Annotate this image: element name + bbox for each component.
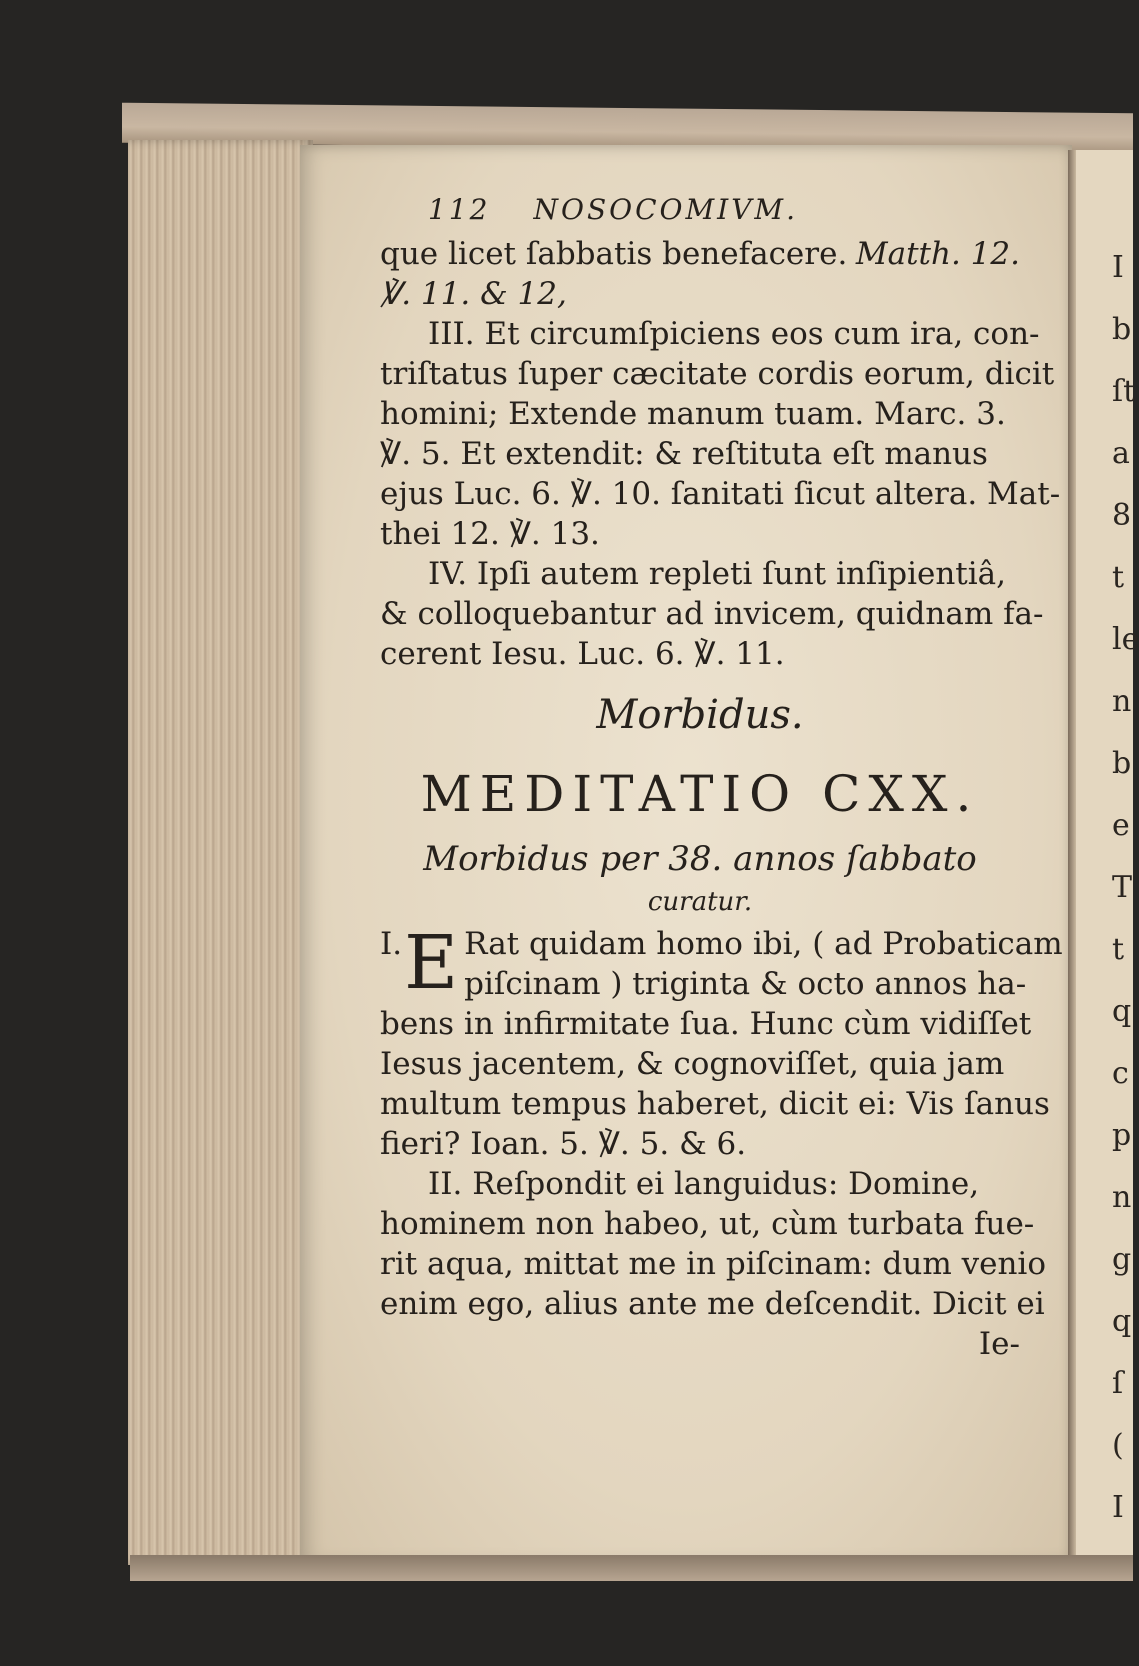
facing-page-fragment: I <box>1112 1490 1124 1525</box>
facing-page-fragment: a <box>1112 436 1130 471</box>
facing-page-fragment: ſt <box>1112 374 1136 409</box>
facing-page-fragment: 8 <box>1112 498 1132 533</box>
text-line: ℣. 5. Et extendit: & reſtituta eſt manus <box>380 436 988 472</box>
text-line: IV. Ipſi autem repleti ſunt inſipientiâ, <box>428 556 1007 592</box>
text-line: bens in infirmitate ſua. Hunc cùm vidiſſet <box>380 1006 1032 1042</box>
text-line: hominem non habeo, ut, cùm turbata fue- <box>380 1206 1035 1242</box>
text-line: rit aqua, mittat me in piſcinam: dum venio <box>380 1246 1046 1282</box>
numeral: I. <box>380 926 403 962</box>
text-line: cerent Iesu. Luc. 6. ℣. 11. <box>380 636 785 672</box>
section-ornament: Morbidus. <box>596 692 804 738</box>
facing-page-fragment: q <box>1112 1304 1132 1339</box>
line-text: que licet ſabbatis benefacere. <box>380 236 848 272</box>
paragraph-iii <box>380 314 1061 554</box>
book-gutter <box>1068 150 1076 1560</box>
facing-page-fragment: g <box>1112 1242 1132 1277</box>
line-text: piſcinam ) triginta & octo annos ha- <box>464 966 1027 1002</box>
text-line: homini; Extende manum tuam. Marc. 3. <box>380 396 1006 432</box>
running-title: NOSOCOMIVM. <box>533 193 798 226</box>
facing-page-fragment: c <box>1112 1056 1129 1091</box>
text-line: enim ego, alius ante me deſcendit. Dicit ei <box>380 1286 1045 1322</box>
facing-page-fragment: p <box>1112 1118 1132 1153</box>
text-line: fieri? Ioan. 5. ℣. 5. & 6. <box>380 1126 747 1162</box>
text-line: & colloquebantur ad invicem, quidnam fa- <box>380 596 1044 632</box>
text-line: thei 12. ℣. 13. <box>380 516 600 552</box>
book-cover-bottom <box>130 1555 1133 1581</box>
paragraph-ii <box>380 1164 1046 1324</box>
facing-page-fragment: T <box>1112 870 1133 905</box>
paragraph-i-body <box>380 1004 1050 1164</box>
facing-page-fragment: n <box>1112 684 1132 719</box>
page-number: 112 <box>428 193 491 226</box>
drop-cap: E <box>404 920 459 1006</box>
text-line: II. Reſpondit ei languidus: Domine, <box>428 1166 980 1202</box>
line-text: Rat quidam homo ibi, ( ad Probaticam <box>464 926 1063 962</box>
facing-page-edge <box>1076 150 1139 1560</box>
facing-page-fragment: t <box>1112 932 1125 967</box>
paragraph-i-opening <box>380 920 1063 1006</box>
meditation-title: MEDITATIO CXX. <box>420 765 980 823</box>
text-line: ejus Luc. 6. ℣. 10. ſanitati ſicut altera. Mat- <box>380 476 1061 512</box>
meditation-subtitle: Morbidus per 38. annos ſabbato <box>423 839 977 879</box>
text-line <box>380 234 1020 274</box>
text-line: triſtatus ſuper cæcitate cordis eorum, dicit <box>380 356 1055 392</box>
facing-page-fragment: le <box>1112 622 1139 657</box>
facing-page-fragment: t <box>1112 560 1125 595</box>
facing-page-fragment: ſ <box>1112 1366 1124 1401</box>
page-edge-stack <box>128 140 313 1565</box>
catchword: Ie- <box>978 1326 1020 1362</box>
text-line: multum tempus haberet, dicit ei: Vis ſanus <box>380 1086 1050 1122</box>
facing-page-fragment: b <box>1112 746 1132 781</box>
citation-line: ℣. 11. & 12, <box>380 276 567 312</box>
paragraph-iv <box>380 554 1044 674</box>
facing-page-fragment: q <box>1112 994 1132 1029</box>
page-text-block <box>380 190 1063 1364</box>
text-line: Iesus jacentem, & cognoviſſet, quia jam <box>380 1046 1005 1082</box>
facing-page-fragment: b <box>1112 312 1132 347</box>
facing-page-fragment: ( <box>1112 1428 1124 1463</box>
meditation-subtitle-2: curatur. <box>647 887 753 917</box>
running-header <box>428 190 798 234</box>
facing-page-fragment: n <box>1112 1180 1132 1215</box>
citation: Matth. 12. <box>855 236 1020 272</box>
facing-page-fragment: I <box>1112 250 1124 285</box>
text-line: III. Et circumſpiciens eos cum ira, con- <box>428 316 1040 352</box>
facing-page-fragment: e <box>1112 808 1130 843</box>
